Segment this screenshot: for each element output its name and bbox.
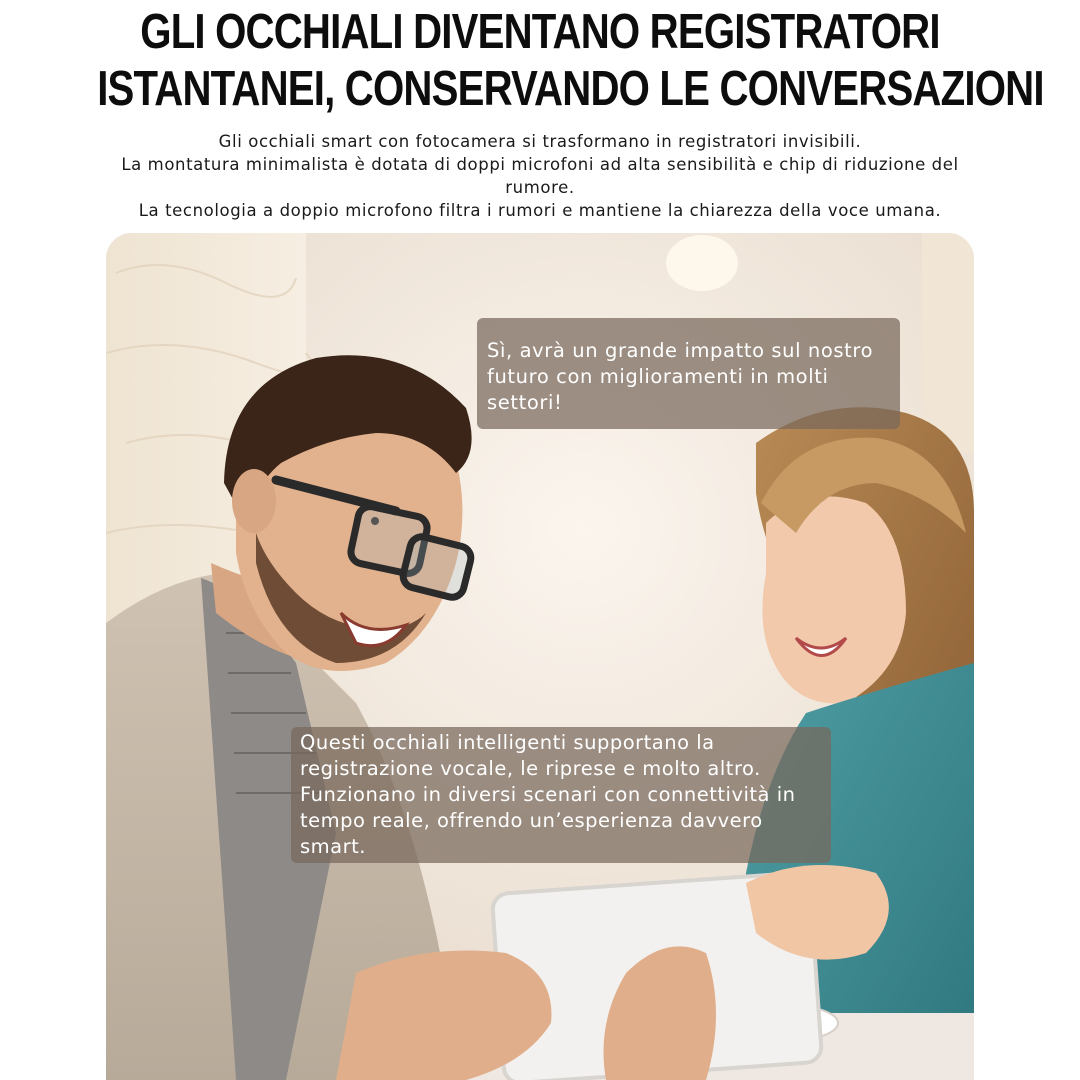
stone-wall-right <box>922 233 974 453</box>
headline-line-2: ISTANTANEI, CONSERVANDO LE CONVERSAZIONI <box>97 62 1044 116</box>
headline-line-1: GLI OCCHIALI DIVENTANO REGISTRATORI <box>140 5 940 59</box>
headline <box>97 4 1044 118</box>
subtitle-line-2: La montatura minimalista è dotata di doppi microfoni ad alta sensibilità e chip di riduzione del rumore. <box>121 155 959 197</box>
subtitle-line-3: La tecnologia a doppio microfono filtra i rumori e mantiene la chiarezza della voce umana. <box>138 201 942 220</box>
subtitle-line-1: Gli occhiali smart con fotocamera si trasformano in registratori invisibili. <box>218 132 862 151</box>
subtitle <box>110 130 970 222</box>
product-photo <box>106 233 974 1080</box>
speech-bubble-woman: Sì, avrà un grande impatto sul nostro futuro con miglioramenti in molti settori! <box>477 318 900 429</box>
ceiling-light <box>666 235 738 291</box>
speech-bubble-man: Questi occhiali intelligenti supportano la registrazione vocale, le riprese e molto altro. Funzionano in diversi scenari con connettività in tempo reale, offrendo un’esperienza davvero smart. <box>291 727 831 863</box>
